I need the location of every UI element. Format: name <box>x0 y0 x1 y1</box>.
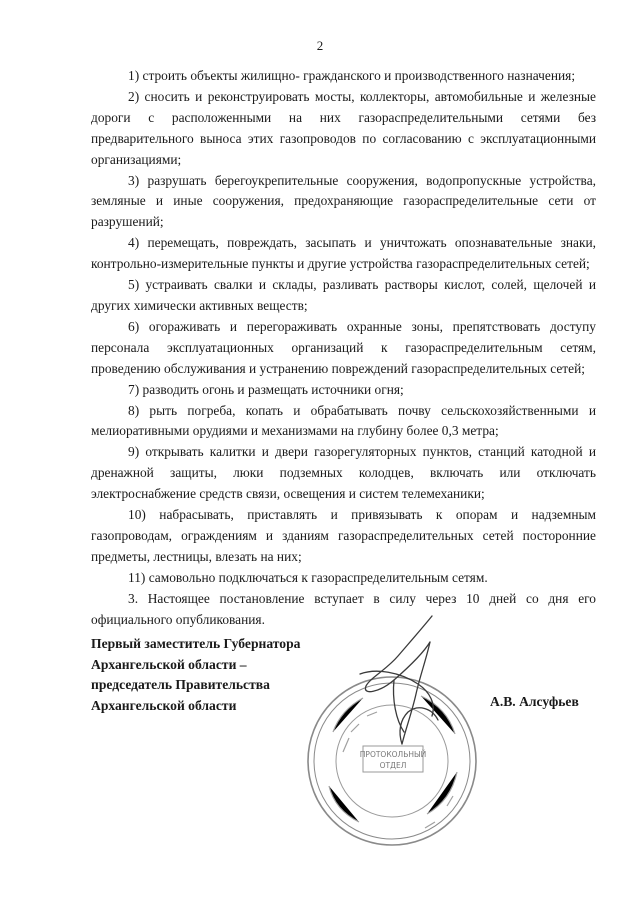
list-item: 3) разрушать берегоукрепительные сооружения, водопропускные устройства, земляные и иные сооружения, предохраняющие газораспределительные сети от разрушений; <box>91 172 596 230</box>
list-item: 5) устраивать свалки и склады, разливать растворы кислот, солей, щелочей и других химически активных веществ; <box>91 277 596 313</box>
page-number: 2 <box>316 38 324 53</box>
effective-date-paragraph: 3. Настоящее постановление вступает в силу через 10 дней со дня его официального опубликования. <box>91 590 596 627</box>
list-item: 9) открывать калитки и двери газорегуляторных пунктов, станций катодной и дренажной защиты, люки подземных колодцев, включать или отключать электроснабжение средств связи, освещения и систем телемеханики; <box>91 444 596 502</box>
list-item: 8) рыть погреба, копать и обрабатывать почву сельскохозяйственными и мелиоративными орудиями и механизмами на глубину более 0,3 метра; <box>91 402 596 439</box>
svg-text:ПРОТОКОЛЬНЫЙ: ПРОТОКОЛЬНЫЙ <box>359 750 427 759</box>
list-item: 2) сносить и реконструировать мосты, коллекторы, автомобильные и железные дороги с расположенными на них газораспределительными сетями без предварительного выноса этих газопроводов по согласованию с эксплуатационными организациями; <box>91 88 596 167</box>
signer-title-line: председатель Правительства <box>91 677 270 692</box>
signer-title-line: Архангельской области – <box>91 656 247 672</box>
list-item: 11) самовольно подключаться к газораспределительным сетям. <box>128 569 488 585</box>
signer-title-line: Первый заместитель Губернатора <box>91 636 301 651</box>
document-body <box>91 66 596 630</box>
list-item: 4) перемещать, повреждать, засыпать и уничтожать опознавательные знаки, контрольно-измерительные пункты и другие устройства газораспределительных сетей; <box>91 235 596 272</box>
list-item: 1) строить объекты жилищно- гражданского и производственного назначения; <box>128 68 576 83</box>
svg-text:ОТДЕЛ: ОТДЕЛ <box>379 761 407 770</box>
list-item: 7) разводить огонь и размещать источники огня; <box>128 381 404 397</box>
signature-block <box>91 634 596 716</box>
signer-title-line: Архангельской области <box>91 697 237 713</box>
list-item: 10) набрасывать, приставлять и привязывать к опорам и надземным газопроводам, ограждениям и зданиям газораспределительных сетей посторонние предметы, лестницы, влезать на них; <box>91 507 596 564</box>
signer-name: А.В. Алсуфьев <box>490 694 579 709</box>
list-item: 6) огораживать и перегораживать охранные зоны, препятствовать доступу персонала эксплуатационных организаций к газораспределительным сетям, проведению обслуживания и устранению повреждений газораспределительных сетей; <box>91 318 596 376</box>
